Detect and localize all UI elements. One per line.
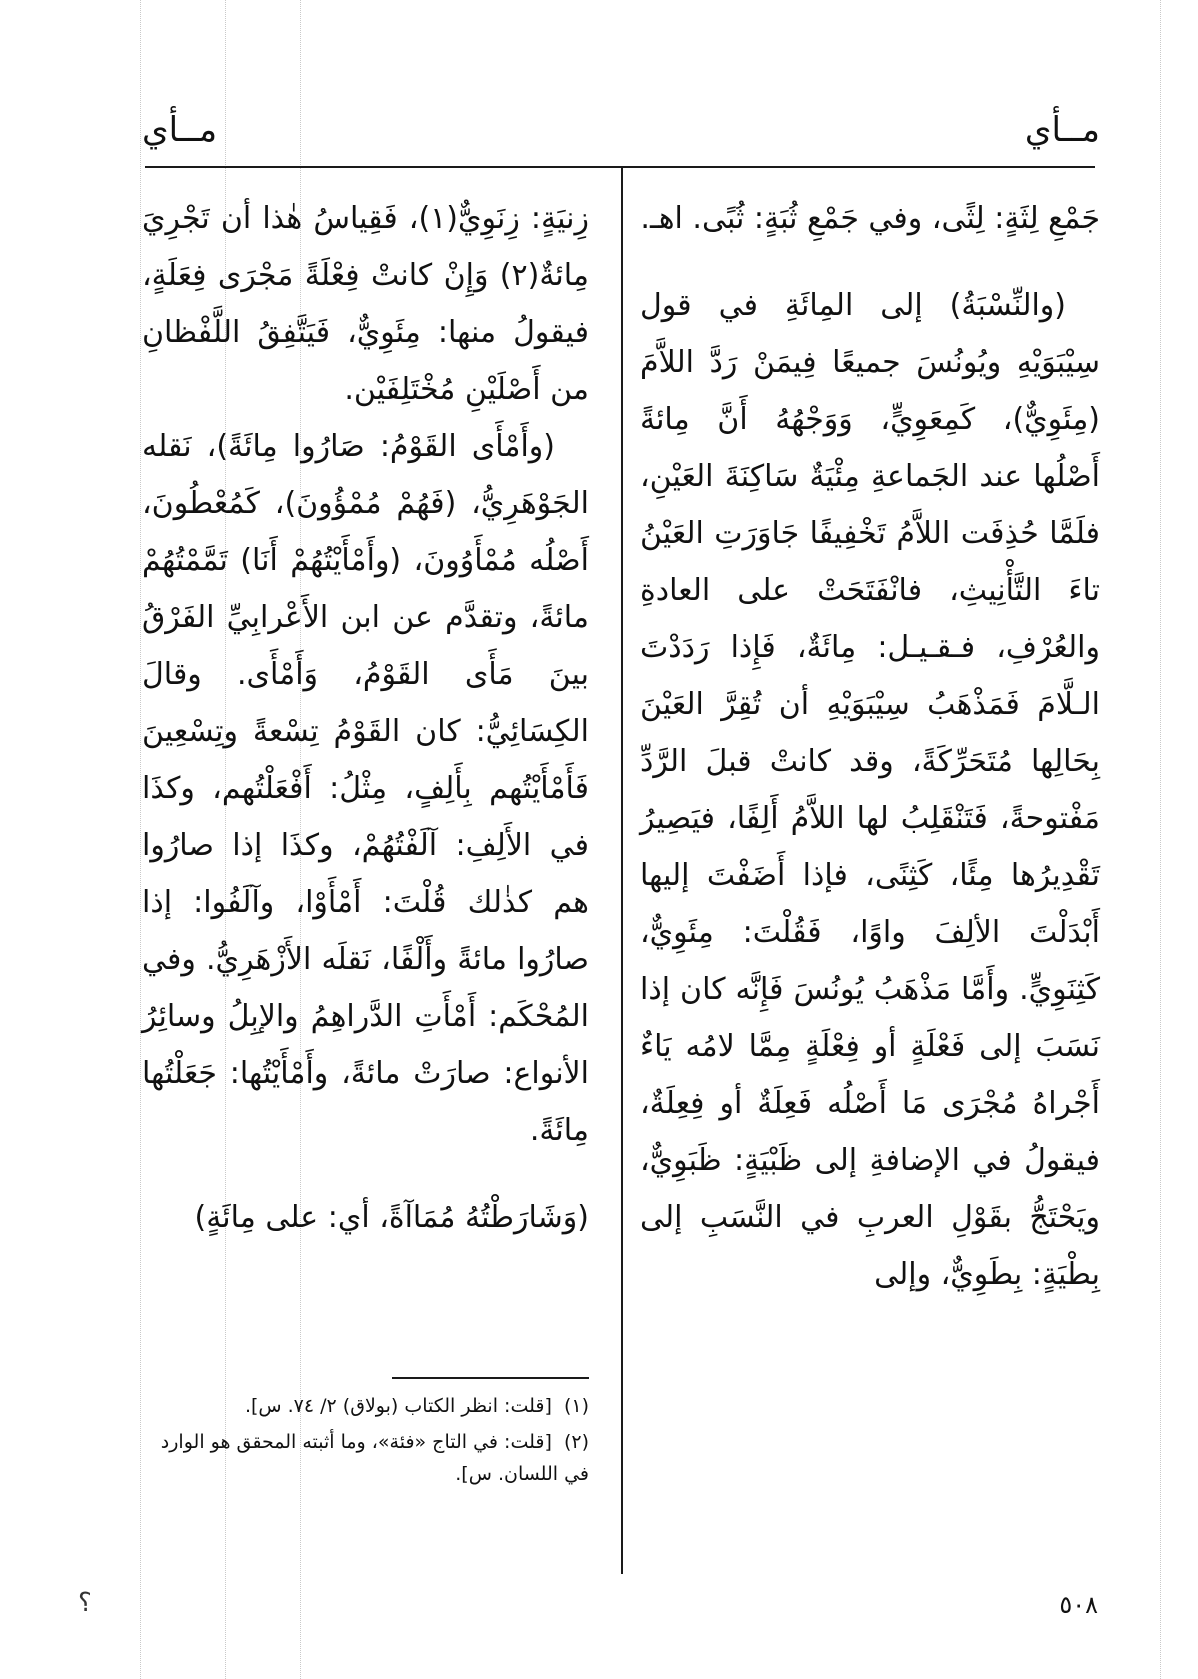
paragraph: (وَشَارَطْتُهُ مُمَاآةً، أي: على مِائَةٍ) xyxy=(194,1200,589,1235)
scan-guide-line xyxy=(1160,0,1161,1679)
page-number: ٥٠٨ xyxy=(1059,1591,1098,1619)
paragraph: جَمْعِ لِثَةٍ: لِثًى، وفي جَمْعِ ثُبَةٍ: ثُبًى. اهـ. xyxy=(640,201,1100,236)
scan-guide-line xyxy=(140,0,141,1679)
paragraph: (وأَمْأَى القَوْمُ: صَارُوا مِائَةً)، نَقله الجَوْهَرِيُّ، (فَهُمْ مُمْؤُونَ)، كَمُعْطُونَ، أَصْلُه مُمْأَوُونَ، (وأَمْأَيْتُهُمْ أَنَا) تَمَّمْتُهُمْ مائةً، وتقدَّم عن ابن الأَعْرابِيِّ الفَرْقُ بينَ مَأَى القَوْمُ، وَأَمْأَى. وقالَ الكِسَائِيُّ: كان القَوْمُ تِسْعةً وتِسْعِينَ فَأَمْأَيْتُهم بِأَلِفٍ، مِثْلُ: أَفْعَلْتُهم، وكذَا في الأَلِفِ: آلَفْتُهُمْ، وكذَا إذا صارُوا هم كذٰلك قُلْتَ: أَمْأَوْا، وآلَفُوا: إذا صارُوا مائةً وأَلْفًا، نَقلَه الأَزْهَرِيُّ. وفي المُحْكَم: أَمْأَتِ الدَّراهِمُ والإبِلُ وسائِرُ الأنواع: صارَتْ مائةً، وأَمْأَيْتُها: جَعَلْتُها مِائَةً. xyxy=(142,429,589,1148)
footnote-text: [قلت: في التاج «فئة»، وما أثبته المحقق هو الوارد في اللسان. س]. xyxy=(160,1431,589,1485)
header-rule xyxy=(145,166,1095,168)
running-header-right: مــأي xyxy=(1024,110,1100,150)
running-header-left: مــأي xyxy=(142,110,218,150)
column-divider xyxy=(621,166,623,1574)
footnotes xyxy=(142,1390,589,1494)
paragraph: (والنِّسْبَةُ) إلى المِائَةِ في قول سِيْبَوَيْهِ ويُونُسَ جميعًا فِيمَنْ رَدَّ اللاَّمَ (مِئَوِيٌّ)، كَمِعَوِيٍّ، وَوَجْهُهُ أَنَّ مِائةً أَصْلُها عند الجَماعةِ مِئْيَةٌ سَاكِنَةَ العَيْنِ، فلَمَّا حُذِفَت اللاَّمُ تَخْفِيفًا جَاوَرَتِ العَيْنُ تاءَ التَّأْنِيثِ، فانْفَتَحَتْ على العادةِ والعُرْفِ، فـقـيـل: مِائَةٌ، فَإِذا رَدَدْتَ الـلَّامَ فَمَذْهَبُ سِيْبَوَيْهِ أن تُقِرَّ العَيْنَ بِحَالِها مُتَحَرِّكَةً، وقد كانتْ قبلَ الرَّدِّ مَفْتوحةً، فَتَنْقَلِبُ لها اللاَّمُ أَلِفًا، فيَصِيرُ تَقْدِيرُها مِئًا، كَثِنًى، فإذا أَضَفْتَ إليها أَبْدَلْتَ الألِفَ واوًا، فَقُلْتَ: مِئَوِيٌّ، كَثِنَوِيٍّ. وأَمَّا مَذْهَبُ يُونُسَ فَإِنَّه كان إذا نَسَبَ إلى فَعْلَةٍ أو فِعْلَةٍ مِمَّا لامُه يَاءٌ أَجْراهُ مُجْرَى مَا أَصْلُه فَعِلَةٌ أو فِعِلَةٌ، فيقولُ في الإضافةِ إلى ظَبْيَةٍ: ظَبَوِيٌّ، ويَحْتَجُّ بقَوْلِ العربِ في النَّسَبِ إلى بِطْيَةٍ: بِطَوِيٌّ، وإلى xyxy=(640,288,1100,1292)
paragraph: زِنيَةٍ: زِنَوِيٌّ(١)، فَقِياسُ هٰذا أن تَجْرِيَ مِائةٌ(٢) وَإِنْ كانتْ فِعْلَةً مَجْرَى فِعَلَةٍ، فيقولُ منها: مِئَوِيٌّ، فَيَتَّفِقُ اللَّفْظانِ من أَصْلَيْنِ مُخْتَلِفَيْن. xyxy=(142,201,589,407)
footnote xyxy=(142,1426,589,1490)
footnote-number: (٢) xyxy=(563,1431,589,1453)
footnote-rule xyxy=(392,1377,589,1379)
scan-mark: ؟ xyxy=(78,1588,92,1618)
footnote xyxy=(142,1390,589,1422)
footnote-number: (١) xyxy=(563,1395,589,1417)
left-text-column xyxy=(142,190,589,1246)
right-text-column xyxy=(640,190,1100,1303)
footnote-text: [قلت: انظر الكتاب (بولاق) ٢/ ٧٤. س]. xyxy=(244,1395,552,1417)
